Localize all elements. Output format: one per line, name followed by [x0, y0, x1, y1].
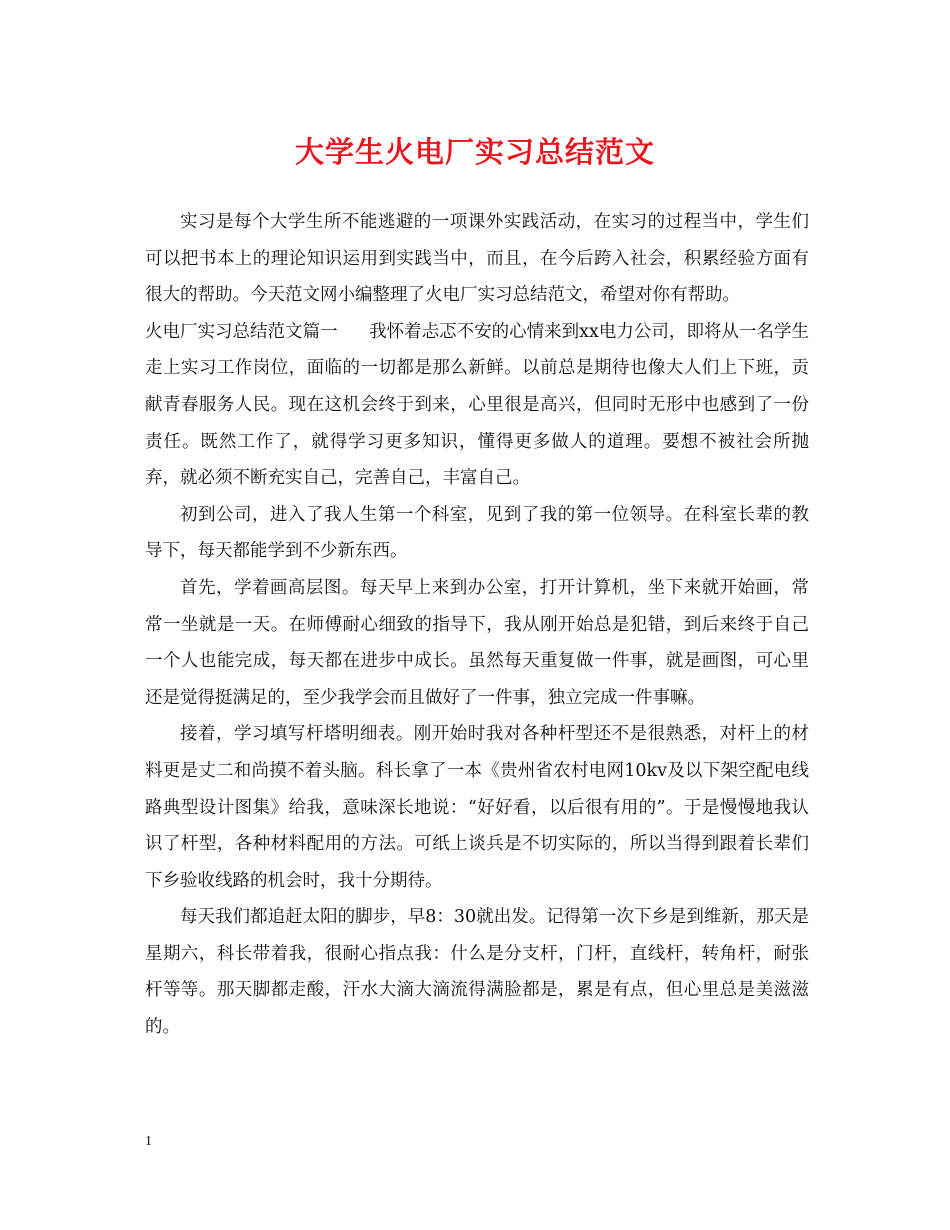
body-paragraph: 每天我们都追赶太阳的脚步，早8：30就出发。记得第一次下乡是到维新，那天是星期六，科长带着我，很耐心指点我：什么是分支杆，门杆，直线杆，转角杆，耐张杆等等。那天脚都走酸，汗水大滴大滴流得满脸都是，累是有点，但心里总是美滋滋的。	[145, 907, 809, 1038]
body-paragraph: 初到公司，进入了我人生第一个科室，见到了我的第一位领导。在科室长辈的教导下，每天都能学到不少新东西。	[145, 504, 809, 562]
intro-paragraph: 实习是每个大学生所不能逃避的一项课外实践活动，在实习的过程当中，学生们可以把书本上的理论知识运用到实践当中，而且，在今后跨入社会，积累经验方面有很大的帮助。今天范文网小编整理了火电厂实习总结范文，希望对你有帮助。	[145, 212, 809, 306]
document-title: 大学生火电厂实习总结范文	[294, 135, 655, 169]
section-first-paragraph-text: 我怀着忐忑不安的心情来到xx电力公司，即将从一名学生走上实习工作岗位，面临的一切都是那么新鲜。以前总是期待也像大人们上下班，贡献青春服务人民。现在这机会终于到来，心里很是高兴，但同时无形中也感到了一份责任。既然工作了，就得学习更多知识，懂得更多做人的道理。要想不被社会所抛弃，就必须不断充实自己，完善自己，丰富自己。	[145, 321, 809, 489]
document-body	[145, 204, 809, 1046]
body-paragraph: 接着，学习填写杆塔明细表。刚开始时我对各种杆型还不是很熟悉，对杆上的材料更是丈二和尚摸不着头脑。科长拿了一本《贵州省农村电网10kv及以下架空配电线路典型设计图集》给我，意味深长地说：“好好看，以后很有用的”。于是慢慢地我认识了杆型，各种材料配用的方法。可纸上谈兵是不切实际的，所以当得到跟着长辈们下乡验收线路的机会时，我十分期待。	[145, 724, 809, 891]
section-heading: 火电厂实习总结范文篇一	[145, 321, 338, 342]
section-paragraph	[145, 314, 809, 497]
page-number: 1	[145, 1134, 152, 1149]
body-paragraph: 首先，学着画高层图。每天早上来到办公室，打开计算机，坐下来就开始画，常常一坐就是一天。在师傅耐心细致的指导下，我从刚开始总是犯错，到后来终于自己一个人也能完成，每天都在进步中成长。虽然每天重复做一件事，就是画图，可心里还是觉得挺满足的，至少我学会而且做好了一件事，独立完成一件事嘛。	[145, 577, 809, 708]
